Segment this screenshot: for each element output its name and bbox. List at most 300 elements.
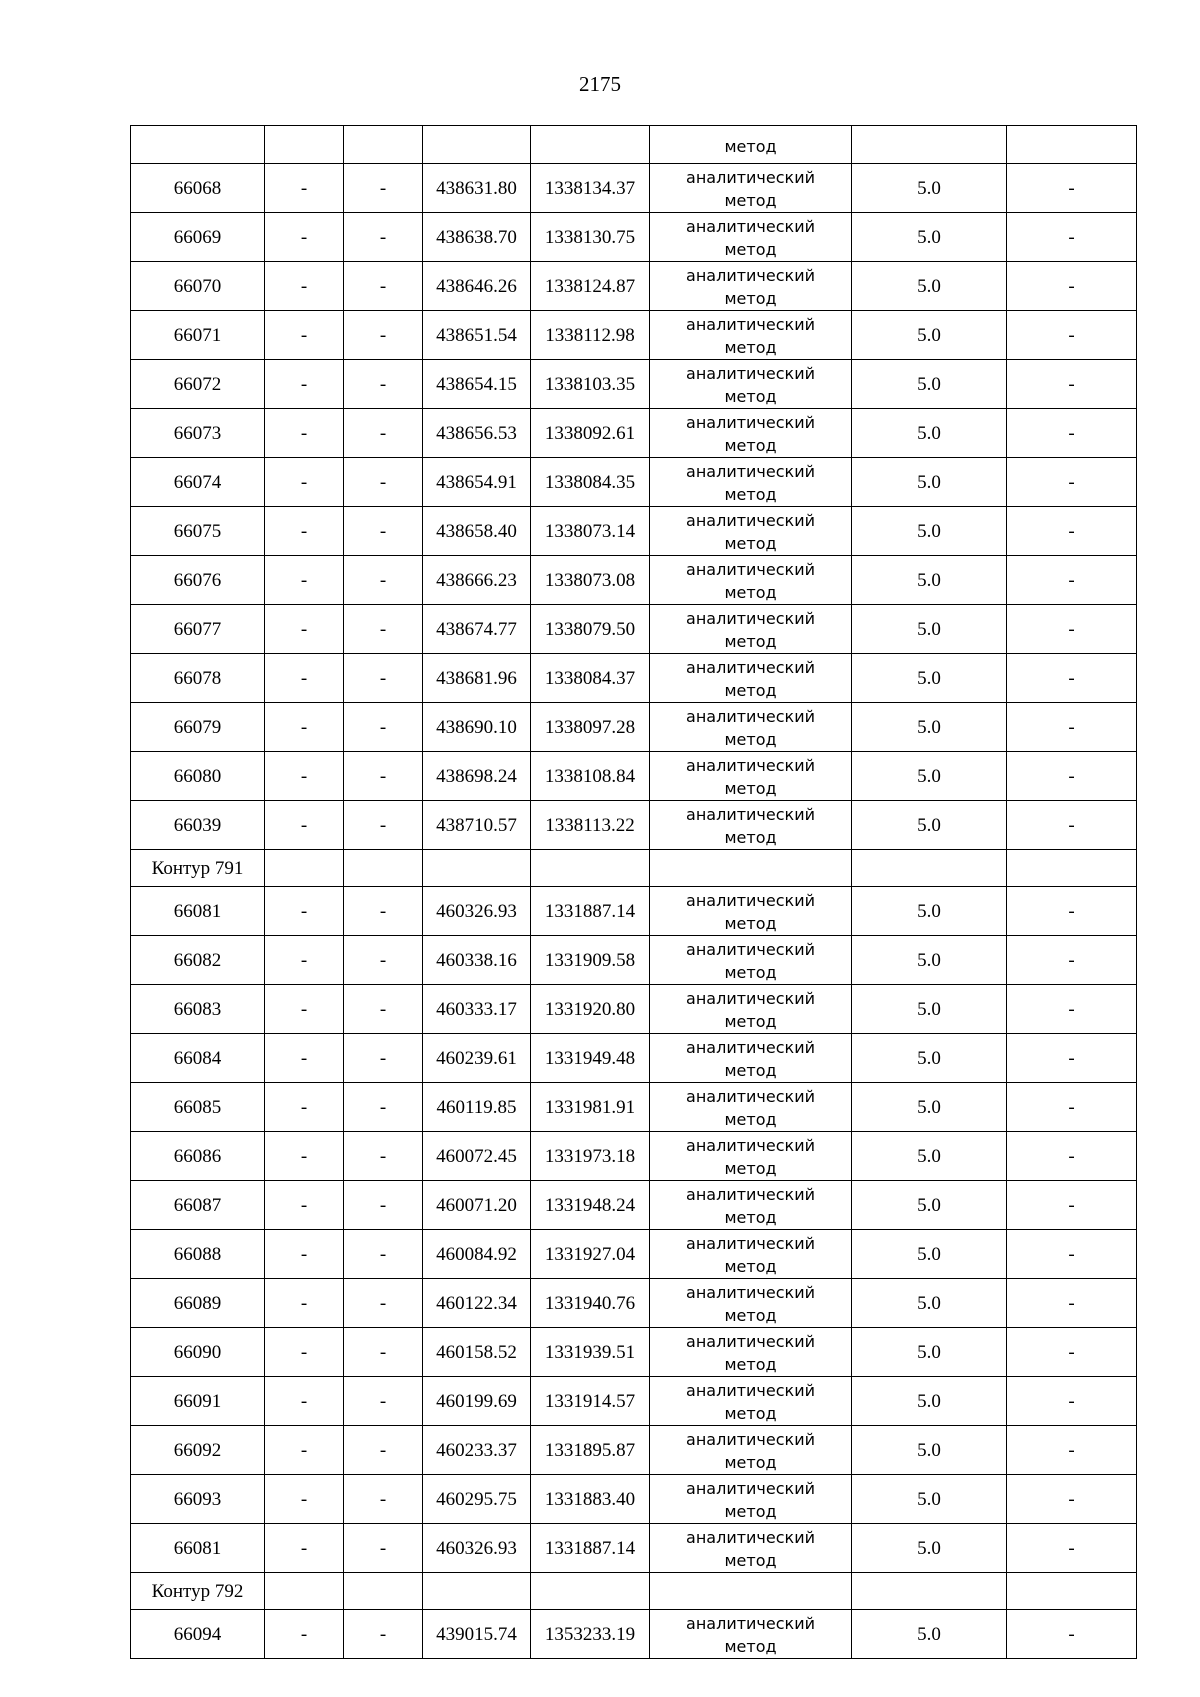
cell-accuracy: 5.0	[852, 507, 1007, 556]
cell-col8: -	[1007, 1328, 1137, 1377]
cell-point: 66071	[131, 311, 265, 360]
empty-cell	[531, 850, 650, 887]
cell-point: 66081	[131, 1524, 265, 1573]
cell-col2: -	[265, 1426, 344, 1475]
empty-cell	[423, 1573, 531, 1610]
method-line: аналитический	[686, 511, 815, 530]
cell-col8: -	[1007, 801, 1137, 850]
cell-accuracy: 5.0	[852, 1083, 1007, 1132]
cell-col3: -	[344, 311, 423, 360]
method-line: аналитический	[686, 315, 815, 334]
cell-point: 66075	[131, 507, 265, 556]
cell-y	[531, 126, 650, 164]
cell-col3: -	[344, 1524, 423, 1573]
cell-y: 1338092.61	[531, 409, 650, 458]
cell-point	[131, 126, 265, 164]
cell-col3: -	[344, 409, 423, 458]
cell-col8: -	[1007, 887, 1137, 936]
cell-col3: -	[344, 1230, 423, 1279]
cell-y: 1331883.40	[531, 1475, 650, 1524]
cell-col2: -	[265, 887, 344, 936]
cell-col2: -	[265, 1181, 344, 1230]
cell-col8: -	[1007, 703, 1137, 752]
cell-y: 1331895.87	[531, 1426, 650, 1475]
cell-col3: -	[344, 507, 423, 556]
cell-x: 438646.26	[423, 262, 531, 311]
cell-col2: -	[265, 654, 344, 703]
cell-x: 438710.57	[423, 801, 531, 850]
cell-col2: -	[265, 360, 344, 409]
cell-point: 66074	[131, 458, 265, 507]
cell-accuracy: 5.0	[852, 409, 1007, 458]
cell-col8: -	[1007, 605, 1137, 654]
cell-method	[650, 1328, 852, 1377]
table-row	[131, 507, 1137, 556]
cell-method	[650, 164, 852, 213]
cell-y: 1338084.37	[531, 654, 650, 703]
method-line: метод	[724, 1502, 777, 1521]
cell-point: 66090	[131, 1328, 265, 1377]
cell-col3: -	[344, 654, 423, 703]
method-line: метод	[724, 1257, 777, 1276]
cell-x: 438656.53	[423, 409, 531, 458]
method-line: метод	[724, 1404, 777, 1423]
cell-col2: -	[265, 213, 344, 262]
cell-point: 66073	[131, 409, 265, 458]
cell-accuracy: 5.0	[852, 1034, 1007, 1083]
cell-point: 66091	[131, 1377, 265, 1426]
cell-point: 66082	[131, 936, 265, 985]
cell-y: 1331927.04	[531, 1230, 650, 1279]
cell-col8	[1007, 126, 1137, 164]
cell-col8: -	[1007, 1181, 1137, 1230]
cell-accuracy: 5.0	[852, 654, 1007, 703]
cell-method	[650, 1279, 852, 1328]
cell-col3: -	[344, 164, 423, 213]
method-line: метод	[724, 730, 777, 749]
cell-method	[650, 1181, 852, 1230]
empty-cell	[265, 850, 344, 887]
method-line: метод	[724, 338, 777, 357]
cell-col2: -	[265, 262, 344, 311]
method-line: метод	[724, 289, 777, 308]
contour-header-row	[131, 1573, 1137, 1610]
table-row	[131, 1475, 1137, 1524]
cell-col2: -	[265, 605, 344, 654]
method-line: аналитический	[686, 217, 815, 236]
empty-cell	[1007, 850, 1137, 887]
cell-col3: -	[344, 703, 423, 752]
cell-col8: -	[1007, 1279, 1137, 1328]
cell-method	[650, 458, 852, 507]
cell-col8: -	[1007, 262, 1137, 311]
cell-col3: -	[344, 752, 423, 801]
cell-col3: -	[344, 1083, 423, 1132]
cell-x: 438658.40	[423, 507, 531, 556]
cell-col2: -	[265, 458, 344, 507]
method-line: аналитический	[686, 1614, 815, 1633]
method-line: метод	[724, 1637, 777, 1656]
method-line: аналитический	[686, 1234, 815, 1253]
cell-y: 1331887.14	[531, 1524, 650, 1573]
cell-accuracy: 5.0	[852, 1426, 1007, 1475]
cell-method	[650, 1610, 852, 1659]
method-line: аналитический	[686, 940, 815, 959]
table-row	[131, 1328, 1137, 1377]
contour-header-row	[131, 850, 1137, 887]
cell-x: 460071.20	[423, 1181, 531, 1230]
cell-x: 460122.34	[423, 1279, 531, 1328]
cell-x: 460072.45	[423, 1132, 531, 1181]
method-line: аналитический	[686, 168, 815, 187]
cell-y: 1331973.18	[531, 1132, 650, 1181]
cell-col8: -	[1007, 752, 1137, 801]
table-row	[131, 985, 1137, 1034]
cell-col8: -	[1007, 985, 1137, 1034]
cell-point: 66081	[131, 887, 265, 936]
cell-col8: -	[1007, 164, 1137, 213]
cell-col3: -	[344, 1181, 423, 1230]
method-line: метод	[724, 240, 777, 259]
cell-point: 66087	[131, 1181, 265, 1230]
table-row	[131, 752, 1137, 801]
cell-y: 1338073.08	[531, 556, 650, 605]
method-line: аналитический	[686, 1038, 815, 1057]
cell-col2: -	[265, 985, 344, 1034]
cell-y: 1338079.50	[531, 605, 650, 654]
cell-method	[650, 936, 852, 985]
cell-x: 460338.16	[423, 936, 531, 985]
cell-col3: -	[344, 1279, 423, 1328]
cell-y: 1331939.51	[531, 1328, 650, 1377]
cell-method	[650, 409, 852, 458]
cell-col3: -	[344, 1475, 423, 1524]
method-line: метод	[724, 1355, 777, 1374]
cell-method	[650, 752, 852, 801]
table-row	[131, 409, 1137, 458]
empty-cell	[852, 850, 1007, 887]
cell-point: 66088	[131, 1230, 265, 1279]
cell-col3: -	[344, 605, 423, 654]
cell-y: 1338134.37	[531, 164, 650, 213]
method-line: аналитический	[686, 707, 815, 726]
method-line: метод	[724, 1012, 777, 1031]
contour-label: Контур 792	[131, 1573, 265, 1610]
cell-y: 1338097.28	[531, 703, 650, 752]
cell-accuracy: 5.0	[852, 1279, 1007, 1328]
cell-x: 460333.17	[423, 985, 531, 1034]
empty-cell	[1007, 1573, 1137, 1610]
coordinates-table	[130, 125, 1137, 1659]
table-row	[131, 801, 1137, 850]
empty-cell	[852, 1573, 1007, 1610]
method-line: аналитический	[686, 658, 815, 677]
table-row	[131, 1230, 1137, 1279]
method-line: аналитический	[686, 609, 815, 628]
table-row	[131, 1524, 1137, 1573]
cell-col8: -	[1007, 654, 1137, 703]
table-row	[131, 458, 1137, 507]
cell-method	[650, 703, 852, 752]
cell-method	[650, 1132, 852, 1181]
cell-y: 1331920.80	[531, 985, 650, 1034]
empty-cell	[423, 850, 531, 887]
cell-method	[650, 507, 852, 556]
cell-point: 66094	[131, 1610, 265, 1659]
empty-cell	[344, 850, 423, 887]
table-row	[131, 1083, 1137, 1132]
cell-col3: -	[344, 985, 423, 1034]
cell-col2: -	[265, 1524, 344, 1573]
cell-method	[650, 1083, 852, 1132]
cell-y: 1331981.91	[531, 1083, 650, 1132]
cell-col2: -	[265, 1475, 344, 1524]
cell-point: 66068	[131, 164, 265, 213]
cell-col2: -	[265, 1279, 344, 1328]
cell-col2: -	[265, 1328, 344, 1377]
empty-cell	[650, 850, 852, 887]
table-row	[131, 360, 1137, 409]
cell-accuracy: 5.0	[852, 311, 1007, 360]
method-line: аналитический	[686, 805, 815, 824]
cell-x: 438638.70	[423, 213, 531, 262]
method-line: аналитический	[686, 1283, 815, 1302]
cell-x: 460239.61	[423, 1034, 531, 1083]
cell-y: 1331909.58	[531, 936, 650, 985]
method-line: аналитический	[686, 1185, 815, 1204]
cell-method	[650, 360, 852, 409]
cell-x: 460158.52	[423, 1328, 531, 1377]
cell-accuracy: 5.0	[852, 1132, 1007, 1181]
table-row	[131, 1426, 1137, 1475]
method-line: аналитический	[686, 1479, 815, 1498]
cell-col3: -	[344, 1034, 423, 1083]
method-line: аналитический	[686, 1381, 815, 1400]
cell-x: 460295.75	[423, 1475, 531, 1524]
cell-x: 438698.24	[423, 752, 531, 801]
cell-y: 1338108.84	[531, 752, 650, 801]
cell-col3: -	[344, 936, 423, 985]
cell-point: 66070	[131, 262, 265, 311]
method-line: метод	[724, 387, 777, 406]
cell-point: 66072	[131, 360, 265, 409]
cell-accuracy: 5.0	[852, 1475, 1007, 1524]
empty-cell	[344, 1573, 423, 1610]
cell-col3: -	[344, 213, 423, 262]
table-row	[131, 1610, 1137, 1659]
method-line: аналитический	[686, 1136, 815, 1155]
cell-col3: -	[344, 887, 423, 936]
cell-y: 1338124.87	[531, 262, 650, 311]
cell-col8: -	[1007, 1475, 1137, 1524]
cell-col2: -	[265, 1230, 344, 1279]
method-line: метод	[724, 914, 777, 933]
cell-x: 438651.54	[423, 311, 531, 360]
cell-y: 1338113.22	[531, 801, 650, 850]
cell-y: 1338073.14	[531, 507, 650, 556]
cell-col2: -	[265, 936, 344, 985]
cell-point: 66092	[131, 1426, 265, 1475]
method-line: метод	[724, 681, 777, 700]
table-row	[131, 1181, 1137, 1230]
cell-y: 1331887.14	[531, 887, 650, 936]
cell-accuracy: 5.0	[852, 985, 1007, 1034]
cell-accuracy: 5.0	[852, 801, 1007, 850]
cell-col3: -	[344, 360, 423, 409]
cell-col8: -	[1007, 311, 1137, 360]
table-row	[131, 556, 1137, 605]
cell-col8: -	[1007, 1524, 1137, 1573]
cell-x: 460199.69	[423, 1377, 531, 1426]
cell-accuracy: 5.0	[852, 605, 1007, 654]
cell-accuracy: 5.0	[852, 703, 1007, 752]
cell-col8: -	[1007, 360, 1137, 409]
cell-method	[650, 1524, 852, 1573]
method-line: аналитический	[686, 1087, 815, 1106]
method-line: аналитический	[686, 989, 815, 1008]
cell-col2	[265, 126, 344, 164]
table-row	[131, 262, 1137, 311]
cell-x: 438631.80	[423, 164, 531, 213]
cell-col8: -	[1007, 1230, 1137, 1279]
method-line: метод	[724, 1208, 777, 1227]
cell-accuracy: 5.0	[852, 360, 1007, 409]
cell-col3: -	[344, 801, 423, 850]
method-line: метод	[724, 436, 777, 455]
method-line: метод	[724, 1306, 777, 1325]
cell-col3: -	[344, 458, 423, 507]
cell-col8: -	[1007, 936, 1137, 985]
cell-x: 460326.93	[423, 887, 531, 936]
cell-method	[650, 1230, 852, 1279]
cell-x: 460233.37	[423, 1426, 531, 1475]
method-line: метод	[724, 963, 777, 982]
cell-col2: -	[265, 507, 344, 556]
cell-x: 438681.96	[423, 654, 531, 703]
cell-col2: -	[265, 409, 344, 458]
cell-method	[650, 887, 852, 936]
table-row	[131, 1034, 1137, 1083]
cell-x: 460084.92	[423, 1230, 531, 1279]
cell-accuracy: 5.0	[852, 1230, 1007, 1279]
table-row-continued	[131, 126, 1137, 164]
method-line: метод	[724, 1159, 777, 1178]
cell-col8: -	[1007, 507, 1137, 556]
cell-point: 66039	[131, 801, 265, 850]
cell-col8: -	[1007, 1034, 1137, 1083]
cell-y: 1331948.24	[531, 1181, 650, 1230]
method-line: метод	[724, 485, 777, 504]
cell-method	[650, 605, 852, 654]
cell-point: 66083	[131, 985, 265, 1034]
cell-col8: -	[1007, 458, 1137, 507]
method-line: метод	[724, 632, 777, 651]
cell-accuracy: 5.0	[852, 1610, 1007, 1659]
cell-point: 66093	[131, 1475, 265, 1524]
cell-col2: -	[265, 1377, 344, 1426]
method-line: аналитический	[686, 560, 815, 579]
cell-method	[650, 213, 852, 262]
table-row	[131, 887, 1137, 936]
cell-method	[650, 126, 852, 164]
cell-col2: -	[265, 703, 344, 752]
table-row	[131, 936, 1137, 985]
cell-method	[650, 1475, 852, 1524]
cell-x: 438654.15	[423, 360, 531, 409]
cell-point: 66084	[131, 1034, 265, 1083]
cell-accuracy: 5.0	[852, 1377, 1007, 1426]
cell-col8: -	[1007, 556, 1137, 605]
cell-x: 460119.85	[423, 1083, 531, 1132]
cell-accuracy: 5.0	[852, 1181, 1007, 1230]
cell-x: 438666.23	[423, 556, 531, 605]
cell-y: 1331949.48	[531, 1034, 650, 1083]
method-line: аналитический	[686, 1430, 815, 1449]
cell-point: 66076	[131, 556, 265, 605]
table-row	[131, 654, 1137, 703]
page-number: 2175	[579, 72, 621, 96]
cell-y: 1338084.35	[531, 458, 650, 507]
cell-accuracy: 5.0	[852, 213, 1007, 262]
cell-y: 1331914.57	[531, 1377, 650, 1426]
cell-col2: -	[265, 1610, 344, 1659]
table-row	[131, 1132, 1137, 1181]
table-row	[131, 605, 1137, 654]
table-row	[131, 213, 1137, 262]
cell-x: 438654.91	[423, 458, 531, 507]
cell-col8: -	[1007, 1377, 1137, 1426]
cell-col2: -	[265, 752, 344, 801]
contour-label: Контур 791	[131, 850, 265, 887]
cell-col3: -	[344, 1132, 423, 1181]
cell-method	[650, 801, 852, 850]
cell-col8: -	[1007, 1610, 1137, 1659]
cell-col2: -	[265, 164, 344, 213]
method-line: аналитический	[686, 1528, 815, 1547]
cell-y: 1338130.75	[531, 213, 650, 262]
method-line: метод	[724, 779, 777, 798]
cell-accuracy: 5.0	[852, 458, 1007, 507]
empty-cell	[650, 1573, 852, 1610]
cell-col3: -	[344, 262, 423, 311]
cell-point: 66078	[131, 654, 265, 703]
cell-y: 1338103.35	[531, 360, 650, 409]
cell-accuracy: 5.0	[852, 752, 1007, 801]
cell-point: 66085	[131, 1083, 265, 1132]
cell-col3: -	[344, 1610, 423, 1659]
table-body	[131, 126, 1137, 1659]
cell-col8: -	[1007, 409, 1137, 458]
cell-col2: -	[265, 1132, 344, 1181]
method-line: метод	[724, 534, 777, 553]
cell-accuracy: 5.0	[852, 887, 1007, 936]
cell-accuracy: 5.0	[852, 556, 1007, 605]
cell-accuracy: 5.0	[852, 936, 1007, 985]
cell-method	[650, 556, 852, 605]
cell-method	[650, 654, 852, 703]
cell-col2: -	[265, 311, 344, 360]
empty-cell	[265, 1573, 344, 1610]
method-line: метод	[724, 1110, 777, 1129]
cell-method	[650, 985, 852, 1034]
method-line: аналитический	[686, 891, 815, 910]
cell-x	[423, 126, 531, 164]
cell-col3: -	[344, 556, 423, 605]
cell-point: 66069	[131, 213, 265, 262]
cell-col2: -	[265, 1083, 344, 1132]
method-line: аналитический	[686, 364, 815, 383]
method-line: аналитический	[686, 413, 815, 432]
